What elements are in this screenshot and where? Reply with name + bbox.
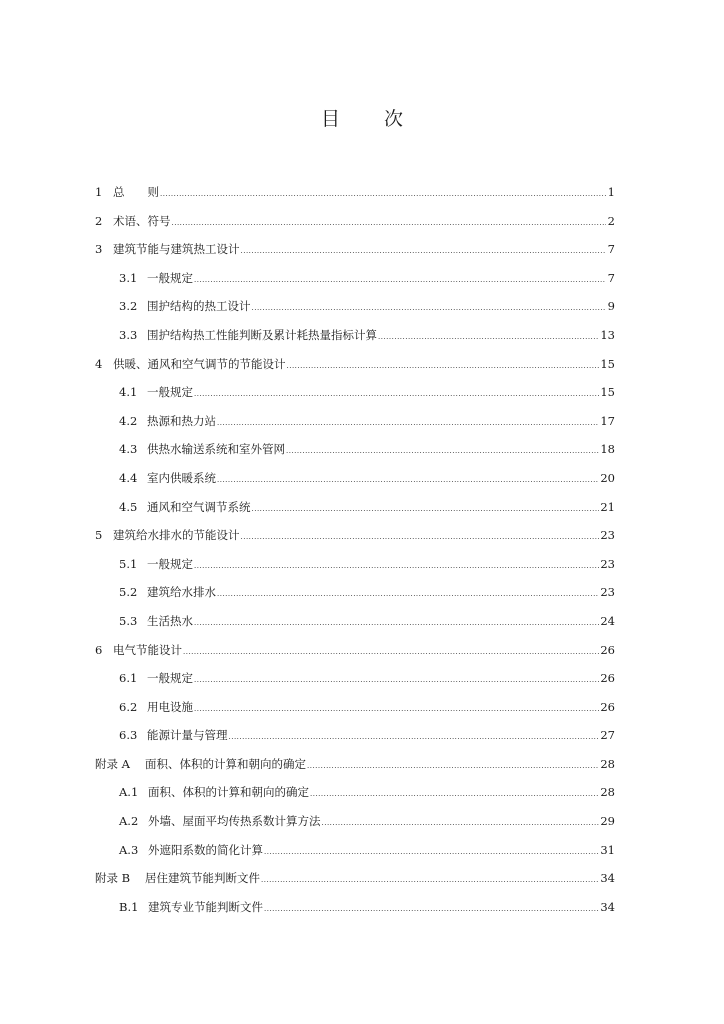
toc-entry-number: B.1 [119,899,139,914]
dot-leader [183,649,599,656]
toc-entry-number: 4.5 [119,499,138,514]
toc-entry-title: 居住建筑节能判断文件 [145,871,260,886]
dot-leader [172,220,607,227]
toc-entry-number: 6.3 [119,728,138,743]
dot-leader [264,906,599,913]
toc-entry-number: 5.1 [119,556,138,571]
toc-entry-title: 通风和空气调节系统 [147,499,251,514]
toc-entry-page: 18 [600,442,615,457]
toc-entry-number: 4.3 [119,442,138,457]
toc-entry-page: 1 [607,185,615,199]
dot-leader [286,448,599,455]
toc-entry-page: 23 [600,585,615,600]
toc-entry-number: 5.2 [119,585,138,600]
toc-entry-number: A.2 [119,814,139,829]
toc-entry[interactable] [95,470,615,499]
toc-entry[interactable] [95,584,615,613]
toc-entry-page: 17 [600,413,615,428]
toc-entry-number: 3.3 [119,327,138,342]
toc-entry[interactable] [95,784,615,813]
toc-entry[interactable] [95,327,615,356]
toc-entry-page: 2 [607,213,615,228]
toc-entry-page: 28 [600,756,615,771]
dot-leader [194,706,599,713]
toc-entry-page: 15 [600,356,615,371]
toc-entry-page: 34 [600,899,615,914]
toc-title-char-1: 目 [320,108,340,130]
toc-title [0,104,724,131]
dot-leader [194,277,606,284]
toc-entry-number: A.3 [119,842,139,857]
toc-entry-title: 一般规定 [147,270,193,285]
dot-leader [160,191,606,198]
dot-leader [217,591,599,598]
toc-entry-page: 34 [600,871,615,886]
dot-leader [310,791,599,798]
toc-entry[interactable] [95,356,615,385]
toc-entry-number: A.1 [119,785,139,800]
dot-leader [241,534,600,541]
toc-entry-title: 用电设施 [147,699,193,714]
toc-entry-number: 附录 B [95,871,131,886]
toc-entry-number: 6 [95,642,103,657]
toc-entry[interactable] [95,642,615,671]
toc-entry-title: 建筑给水排水 [147,585,216,600]
dot-leader [261,877,599,884]
toc-entry-page: 31 [600,842,615,857]
toc-entry[interactable] [95,527,615,556]
toc-entry-title: 电气节能设计 [113,642,182,657]
dot-leader [241,248,607,255]
toc-entry-number: 3.1 [119,270,138,285]
toc-entry-number: 6.1 [119,671,138,686]
toc-entry[interactable] [95,727,615,756]
toc-entry-number: 4.4 [119,470,138,485]
toc-entry[interactable] [95,842,615,871]
toc-entry-page: 7 [607,242,615,257]
toc-entry-title: 一般规定 [147,556,193,571]
toc-entry[interactable] [95,670,615,699]
dot-leader [307,763,599,770]
toc-entry[interactable] [95,870,615,899]
dot-leader [252,305,607,312]
toc-entry-title: 面积、体积的计算和朝向的确定 [145,756,306,771]
toc-entry[interactable] [95,384,615,413]
toc-entry-page: 27 [600,728,615,743]
toc-entry-page: 23 [600,556,615,571]
dot-leader [194,563,599,570]
dot-leader [217,477,599,484]
toc-entry-number: 3 [95,242,103,257]
table-of-contents [95,184,615,927]
toc-entry-title: 外墙、屋面平均传热系数计算方法 [148,814,321,829]
toc-entry-page: 13 [600,327,615,342]
toc-entry-number: 附录 A [95,756,130,771]
toc-entry-title: 术语、符号 [113,213,171,228]
toc-entry-number: 3.2 [119,299,138,314]
toc-entry[interactable] [95,613,615,642]
toc-entry-number: 5.3 [119,613,138,628]
dot-leader [264,849,599,856]
toc-entry[interactable] [95,241,615,270]
toc-entry-page: 7 [607,270,615,285]
toc-entry[interactable] [95,213,615,242]
toc-title-char-2: 次 [384,108,404,130]
toc-entry[interactable] [95,298,615,327]
toc-entry-number: 4.2 [119,413,138,428]
toc-entry-page: 23 [600,528,615,543]
toc-entry[interactable] [95,756,615,785]
toc-entry-title: 总 则 [113,185,159,199]
toc-entry[interactable] [95,441,615,470]
toc-entry-title: 一般规定 [147,385,193,400]
toc-entry-title: 一般规定 [147,671,193,686]
toc-entry-title: 建筑专业节能判断文件 [148,899,263,914]
dot-leader [194,391,599,398]
toc-entry-title: 围护结构的热工设计 [147,299,251,314]
toc-entry-title: 生活热水 [147,613,193,628]
toc-entry-title: 建筑节能与建筑热工设计 [113,242,240,257]
toc-entry-page: 21 [600,499,615,514]
toc-entry-page: 24 [600,613,615,628]
dot-leader [194,677,599,684]
toc-entry-page: 15 [600,385,615,400]
toc-entry-title: 供热水输送系统和室外管网 [147,442,285,457]
toc-entry-page: 26 [600,642,615,657]
toc-entry[interactable] [95,556,615,585]
dot-leader [217,420,599,427]
toc-entry-title: 建筑给水排水的节能设计 [113,528,240,543]
toc-entry-number: 4.1 [119,385,138,400]
toc-entry[interactable] [95,699,615,728]
toc-entry-title: 围护结构热工性能判断及累计耗热量指标计算 [147,327,377,342]
toc-entry[interactable] [95,184,615,213]
toc-entry-title: 面积、体积的计算和朝向的确定 [148,785,309,800]
toc-entry-number: 2 [95,213,103,228]
toc-entry-page: 28 [600,785,615,800]
toc-entry-page: 9 [607,299,615,314]
toc-entry-number: 4 [95,356,103,371]
dot-leader [252,506,600,513]
toc-entry-title: 热源和热力站 [147,413,216,428]
dot-leader [229,734,600,741]
toc-entry[interactable] [95,813,615,842]
dot-leader [287,363,600,370]
toc-entry-title: 能源计量与管理 [147,728,228,743]
toc-entry-page: 26 [600,699,615,714]
dot-leader [322,820,600,827]
toc-entry[interactable] [95,413,615,442]
toc-entry[interactable] [95,270,615,299]
dot-leader [194,620,599,627]
toc-entry[interactable] [95,899,615,928]
toc-entry-title: 供暖、通风和空气调节的节能设计 [113,356,286,371]
toc-entry-page: 20 [600,470,615,485]
toc-entry-number: 1 [95,185,103,199]
toc-entry-number: 6.2 [119,699,138,714]
toc-entry[interactable] [95,499,615,528]
dot-leader [378,334,599,341]
toc-entry-title: 外遮阳系数的简化计算 [148,842,263,857]
toc-entry-title: 室内供暖系统 [147,470,216,485]
toc-entry-page: 26 [600,671,615,686]
toc-entry-number: 5 [95,528,103,543]
toc-entry-page: 29 [600,814,615,829]
